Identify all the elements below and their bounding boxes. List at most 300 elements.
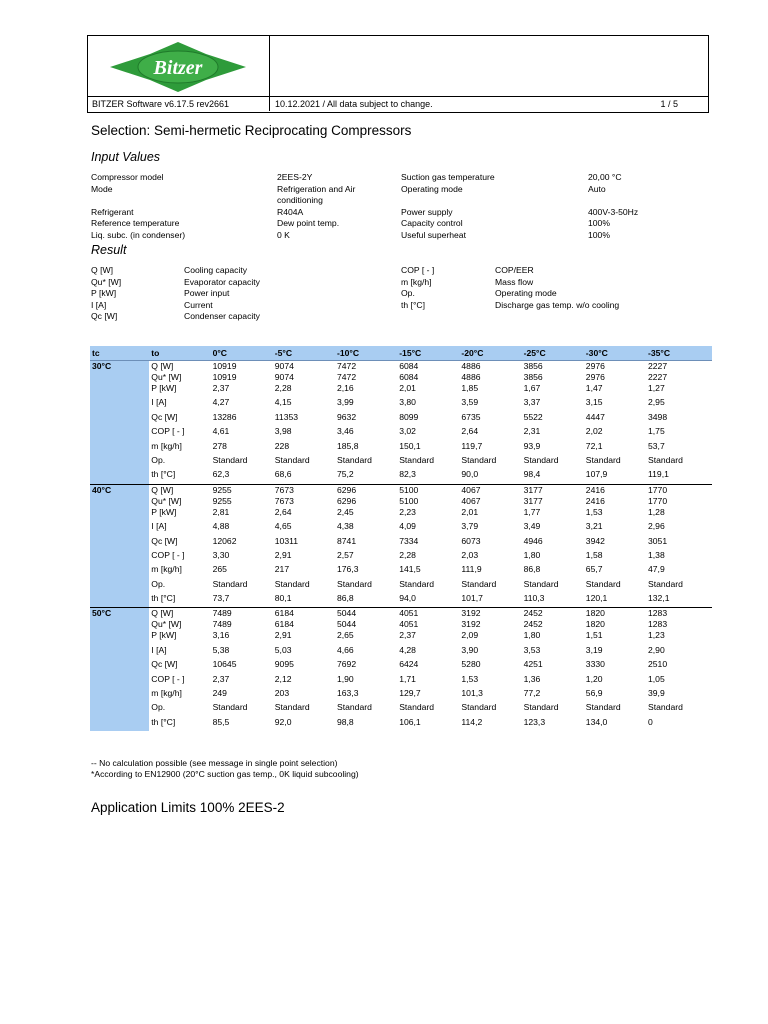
- input-field-value: 100%: [588, 218, 610, 228]
- table-row: [90, 397, 712, 411]
- table-cell: 85,5: [212, 716, 230, 727]
- table-row: [90, 507, 712, 521]
- table-cell: 228: [274, 440, 290, 451]
- table-cell: 1,28: [648, 506, 665, 517]
- table-cell: 106,1: [399, 716, 421, 727]
- table-cell: 3,19: [585, 644, 603, 655]
- header-divider-vertical: [269, 36, 270, 111]
- table-cell: 2416: [585, 495, 605, 506]
- table-cell: Standard: [461, 454, 497, 465]
- input-field-label: Reference temperature: [91, 218, 180, 228]
- table-cell: 3942: [585, 535, 605, 546]
- table-cell: 47,9: [648, 564, 665, 575]
- table-row: [90, 579, 712, 593]
- input-field-value: 20,00 °C: [588, 172, 622, 182]
- table-cell: 3,16: [212, 630, 230, 641]
- table-cell: 53,7: [648, 440, 665, 451]
- table-cell: 4946: [523, 535, 543, 546]
- date-note: 10.12.2021 / All data subject to change.: [275, 99, 433, 109]
- table-cell: 2,31: [523, 426, 541, 437]
- table-cell: 5,03: [274, 644, 292, 655]
- row-label: th [°C]: [151, 716, 176, 727]
- table-cell: 4,15: [274, 397, 292, 408]
- table-cell: 3,90: [461, 644, 479, 655]
- table-cell: 2,90: [648, 644, 665, 655]
- row-label: Op.: [151, 454, 166, 465]
- table-cell: 2,37: [212, 673, 230, 684]
- table-cell: 2,96: [648, 521, 665, 532]
- table-cell: 1,05: [648, 673, 665, 684]
- table-cell: 93,9: [523, 440, 541, 451]
- table-cell: 1770: [648, 495, 668, 506]
- column-header: -10°C: [335, 346, 397, 361]
- table-row: [90, 702, 712, 716]
- table-cell: 3,37: [523, 397, 541, 408]
- row-label: Qc [W]: [151, 659, 178, 670]
- table-cell: 1,77: [523, 506, 541, 517]
- table-row: [90, 630, 712, 644]
- table-row: [90, 608, 712, 620]
- condensing-temp-cell: [90, 630, 149, 644]
- table-cell: 1820: [585, 619, 605, 630]
- table-cell: 2976: [584, 361, 646, 373]
- table-cell: 3,46: [336, 426, 354, 437]
- table-cell: 1,80: [523, 630, 541, 641]
- table-cell: 1,85: [461, 383, 479, 393]
- row-label: m [kg/h]: [151, 564, 182, 575]
- table-cell: 1283: [646, 608, 712, 620]
- condensing-temp-cell: [90, 659, 149, 673]
- table-cell: 62,3: [212, 469, 230, 480]
- row-label: Qu* [W]: [151, 372, 182, 382]
- table-cell: 107,9: [585, 469, 608, 480]
- row-label: Qu* [W]: [151, 495, 182, 506]
- table-cell: 4447: [585, 411, 605, 422]
- input-field-label: Suction gas temperature: [401, 172, 495, 182]
- legend-item-value: COP/EER: [495, 265, 534, 275]
- table-cell: Standard: [336, 702, 372, 713]
- table-cell: 6184: [274, 619, 294, 630]
- row-label: Qc [W]: [151, 535, 178, 546]
- table-cell: 6073: [461, 535, 481, 546]
- table-cell: 3,49: [523, 521, 541, 532]
- table-cell: 13286: [212, 411, 237, 422]
- condensing-temp-cell: [90, 645, 149, 659]
- table-row: [90, 412, 712, 426]
- table-cell: 4886: [461, 372, 481, 382]
- condensing-temp-cell: 40°C: [90, 484, 149, 496]
- table-cell: 4,61: [212, 426, 230, 437]
- table-cell: 119,7: [461, 440, 483, 451]
- table-cell: 129,7: [399, 688, 421, 699]
- table-row: [90, 469, 712, 484]
- table-cell: 56,9: [585, 688, 603, 699]
- table-cell: 2452: [522, 608, 584, 620]
- table-row: [90, 550, 712, 564]
- input-field-label: Operating mode: [401, 183, 463, 194]
- table-cell: 2,01: [399, 383, 416, 393]
- table-cell: 6424: [399, 659, 419, 670]
- legend-item-label: m [kg/h]: [401, 276, 432, 287]
- table-cell: 3856: [523, 372, 543, 382]
- table-cell: 2,02: [585, 426, 603, 437]
- condensing-temp-cell: [90, 372, 149, 383]
- table-cell: Standard: [585, 702, 621, 713]
- table-cell: 1,90: [336, 673, 354, 684]
- table-cell: 3,02: [399, 426, 416, 437]
- condensing-temp-cell: [90, 619, 149, 630]
- software-version: BITZER Software v6.17.5 rev2661: [92, 99, 230, 109]
- table-cell: 4251: [523, 659, 543, 670]
- table-cell: 9632: [336, 411, 357, 422]
- column-header: -30°C: [584, 346, 646, 361]
- table-cell: 4,09: [399, 521, 416, 532]
- table-cell: 1,58: [585, 549, 603, 560]
- table-cell: 86,8: [336, 593, 354, 604]
- table-cell: Standard: [212, 578, 248, 589]
- legend-item-value: Cooling capacity: [184, 265, 248, 275]
- table-cell: 39,9: [648, 688, 665, 699]
- table-cell: 73,7: [212, 593, 230, 604]
- table-cell: 2,81: [212, 506, 230, 517]
- table-cell: 7472: [336, 372, 357, 382]
- table-cell: 110,3: [523, 593, 545, 604]
- table-row: [90, 441, 712, 455]
- row-label: COP [ - ]: [151, 426, 185, 437]
- table-cell: 7489: [212, 619, 232, 630]
- legend-item-label: COP [ - ]: [401, 265, 435, 275]
- legend-item-label: I [A]: [91, 299, 107, 310]
- table-cell: 4067: [459, 484, 521, 496]
- table-cell: 1,38: [648, 549, 665, 560]
- table-cell: 5280: [461, 659, 481, 670]
- table-row: [90, 593, 712, 608]
- table-cell: 98,4: [523, 469, 541, 480]
- table-cell: 94,0: [399, 593, 416, 604]
- table-cell: 3,15: [585, 397, 603, 408]
- legend-item-value: Discharge gas temp. w/o cooling: [495, 299, 620, 310]
- condensing-temp-cell: [90, 550, 149, 564]
- table-cell: 2227: [646, 361, 712, 373]
- table-cell: 10919: [211, 361, 273, 373]
- page-title: Selection: Semi-hermetic Reciprocating Compressors: [91, 123, 412, 138]
- table-cell: 3,80: [399, 397, 416, 408]
- row-label: Q [W]: [149, 484, 210, 496]
- table-cell: 75,2: [336, 469, 354, 480]
- note-en12900: *According to EN12900 (20°C suction gas temp., 0K liquid subcooling): [91, 769, 359, 779]
- table-cell: 9095: [274, 659, 294, 670]
- table-cell: 3,99: [336, 397, 354, 408]
- table-cell: 82,3: [399, 469, 416, 480]
- legend-item-value: Operating mode: [495, 288, 557, 298]
- table-cell: 9074: [273, 361, 335, 373]
- table-cell: 1,53: [461, 673, 479, 684]
- table-row: [90, 536, 712, 550]
- table-cell: 4886: [459, 361, 521, 373]
- table-cell: 90,0: [461, 469, 479, 480]
- row-label: Op.: [151, 578, 166, 589]
- column-header: tc: [90, 346, 149, 361]
- table-cell: 1,53: [585, 506, 603, 517]
- table-cell: 3,21: [585, 521, 603, 532]
- table-cell: 4,65: [274, 521, 292, 532]
- table-cell: 3177: [522, 484, 584, 496]
- table-cell: 2,91: [274, 549, 292, 560]
- input-field-label: Liq. subc. (in condenser): [91, 229, 186, 240]
- table-cell: 4051: [397, 608, 459, 620]
- table-cell: Standard: [461, 702, 497, 713]
- table-cell: 2,23: [399, 506, 416, 517]
- table-row: [90, 383, 712, 397]
- table-cell: 7334: [399, 535, 419, 546]
- table-cell: Standard: [523, 578, 559, 589]
- table-cell: 2,57: [336, 549, 354, 560]
- table-cell: Standard: [461, 578, 497, 589]
- table-cell: 9255: [212, 495, 232, 506]
- table-row: [90, 674, 712, 688]
- table-cell: 0: [648, 716, 653, 727]
- legend-item-value: Condenser capacity: [184, 311, 260, 321]
- table-cell: 7472: [335, 361, 397, 373]
- table-cell: 1,47: [585, 383, 603, 393]
- condensing-temp-cell: [90, 579, 149, 593]
- legend-item-value: Mass flow: [495, 276, 534, 287]
- table-cell: 2976: [585, 372, 605, 382]
- condensing-temp-cell: [90, 702, 149, 716]
- table-row: [90, 659, 712, 673]
- condensing-temp-cell: [90, 441, 149, 455]
- column-header: 0°C: [211, 346, 273, 361]
- table-cell: 6296: [335, 484, 397, 496]
- table-cell: 3856: [522, 361, 584, 373]
- table-cell: 249: [212, 688, 227, 699]
- table-cell: 1,71: [399, 673, 416, 684]
- row-label: th [°C]: [151, 469, 176, 480]
- svg-text:Bitzer: Bitzer: [153, 57, 203, 79]
- table-cell: 10311: [274, 535, 299, 546]
- table-cell: 3,79: [461, 521, 479, 532]
- table-cell: 7489: [211, 608, 273, 620]
- table-cell: 72,1: [585, 440, 603, 451]
- table-cell: 3177: [523, 495, 543, 506]
- table-row: [90, 496, 712, 507]
- table-cell: 5522: [523, 411, 543, 422]
- table-cell: Standard: [585, 454, 621, 465]
- condensing-temp-cell: 30°C: [90, 361, 149, 373]
- input-field-value: Refrigeration and Air: [277, 183, 356, 194]
- table-cell: 1,75: [648, 426, 665, 437]
- row-label: I [A]: [151, 521, 167, 532]
- table-header-row: [90, 346, 712, 361]
- table-cell: 1770: [646, 484, 712, 496]
- table-cell: 2,28: [274, 383, 292, 393]
- table-cell: 4,27: [212, 397, 230, 408]
- table-cell: 3498: [648, 411, 668, 422]
- table-cell: 3192: [459, 608, 521, 620]
- table-cell: 86,8: [523, 564, 541, 575]
- table-cell: 1283: [648, 619, 668, 630]
- column-header: -20°C: [459, 346, 521, 361]
- input-field-value: 400V-3-50Hz: [588, 206, 639, 217]
- row-label: th [°C]: [151, 593, 176, 604]
- table-cell: Standard: [336, 454, 372, 465]
- table-row: [90, 484, 712, 496]
- legend-item-label: Qc [W]: [91, 311, 118, 321]
- table-row: [90, 564, 712, 578]
- table-cell: 1,23: [648, 630, 665, 641]
- condensing-temp-cell: [90, 383, 149, 397]
- table-cell: 11353: [274, 411, 299, 422]
- table-cell: 1,67: [523, 383, 541, 393]
- note-no-calculation: -- No calculation possible (see message in single point selection): [91, 758, 338, 768]
- input-field-value: Auto: [588, 183, 606, 194]
- table-cell: 65,7: [585, 564, 603, 575]
- table-cell: Standard: [399, 702, 435, 713]
- table-cell: 6184: [273, 608, 335, 620]
- row-label: I [A]: [151, 397, 167, 408]
- condensing-temp-cell: [90, 455, 149, 469]
- table-cell: Standard: [399, 578, 435, 589]
- column-header: -25°C: [522, 346, 584, 361]
- table-cell: 101,7: [461, 593, 483, 604]
- table-cell: 68,6: [274, 469, 292, 480]
- table-cell: Standard: [274, 454, 310, 465]
- row-label: Qu* [W]: [151, 619, 182, 630]
- table-cell: 176,3: [336, 564, 359, 575]
- table-cell: 111,9: [461, 564, 482, 575]
- table-cell: 7692: [336, 659, 357, 670]
- table-cell: 119,1: [648, 469, 669, 480]
- table-cell: 123,3: [523, 716, 546, 727]
- table-cell: 4,88: [212, 521, 230, 532]
- table-cell: 265: [212, 564, 227, 575]
- table-cell: 3192: [461, 619, 481, 630]
- table-cell: 10645: [212, 659, 237, 670]
- input-field-label: Compressor model: [91, 172, 164, 182]
- row-label: I [A]: [151, 644, 167, 655]
- table-cell: 2,64: [461, 426, 479, 437]
- results-table: [90, 346, 712, 731]
- table-cell: 3330: [585, 659, 605, 670]
- legend-item-label: Op.: [401, 288, 415, 298]
- table-row: [90, 361, 712, 373]
- table-cell: 2,01: [461, 506, 479, 517]
- table-cell: 1,27: [648, 383, 665, 393]
- table-cell: 2,91: [274, 630, 292, 641]
- table-cell: 278: [212, 440, 227, 451]
- table-cell: 2510: [648, 659, 668, 670]
- table-cell: 6084: [399, 372, 419, 382]
- table-cell: Standard: [523, 702, 559, 713]
- table-cell: 2,28: [399, 549, 416, 560]
- table-cell: 2227: [648, 372, 668, 382]
- table-cell: 10919: [212, 372, 237, 382]
- legend-item-label: Q [W]: [91, 265, 113, 275]
- table-cell: 1,80: [523, 549, 541, 560]
- table-cell: 3,59: [461, 397, 479, 408]
- table-cell: 163,3: [336, 688, 359, 699]
- condensing-temp-cell: [90, 521, 149, 535]
- input-field-label: Mode: [91, 183, 113, 194]
- condensing-temp-cell: [90, 507, 149, 521]
- condensing-temp-cell: [90, 564, 149, 578]
- table-row: [90, 455, 712, 469]
- condensing-temp-cell: [90, 397, 149, 411]
- condensing-temp-cell: [90, 593, 149, 608]
- row-label: m [kg/h]: [151, 688, 182, 699]
- table-cell: 3,30: [212, 549, 230, 560]
- legend-item-label: P [kW]: [91, 288, 117, 298]
- table-cell: Standard: [399, 454, 435, 465]
- table-cell: 1,36: [523, 673, 541, 684]
- table-cell: 2,45: [336, 506, 354, 517]
- table-cell: 8741: [336, 535, 357, 546]
- table-cell: Standard: [274, 578, 310, 589]
- table-cell: Standard: [648, 578, 683, 589]
- table-cell: Standard: [648, 702, 683, 713]
- table-cell: 203: [274, 688, 290, 699]
- table-cell: 4067: [461, 495, 481, 506]
- input-field-label: Refrigerant: [91, 206, 134, 217]
- table-cell: 150,1: [399, 440, 421, 451]
- input-field-label: Capacity control: [401, 218, 463, 228]
- table-cell: 80,1: [274, 593, 292, 604]
- table-row: [90, 619, 712, 630]
- table-cell: 4,28: [399, 644, 416, 655]
- table-cell: 101,3: [461, 688, 483, 699]
- table-row: [90, 426, 712, 440]
- table-cell: Standard: [274, 702, 310, 713]
- bitzer-logo: [108, 40, 248, 94]
- table-row: [90, 688, 712, 702]
- input-field-value: 2EES-2Y: [277, 172, 313, 182]
- table-cell: 141,5: [399, 564, 421, 575]
- table-row: [90, 717, 712, 731]
- legend-item-value: Evaporator capacity: [184, 276, 260, 287]
- table-cell: 6296: [336, 495, 357, 506]
- table-cell: 3,98: [274, 426, 292, 437]
- table-cell: 7673: [273, 484, 335, 496]
- input-values-heading: Input Values: [91, 150, 161, 164]
- table-cell: 132,1: [648, 593, 670, 604]
- table-cell: 2452: [523, 619, 543, 630]
- table-cell: 3051: [648, 535, 668, 546]
- table-cell: 2,09: [461, 630, 479, 641]
- table-cell: 9074: [274, 372, 294, 382]
- condensing-temp-cell: [90, 426, 149, 440]
- row-label: COP [ - ]: [151, 549, 185, 560]
- row-label: P [kW]: [151, 630, 177, 641]
- condensing-temp-cell: [90, 688, 149, 702]
- table-cell: 1,20: [585, 673, 603, 684]
- table-cell: 4,38: [336, 521, 354, 532]
- table-cell: Standard: [212, 702, 248, 713]
- table-row: [90, 372, 712, 383]
- application-limits-title: Application Limits 100% 2EES-2: [91, 800, 285, 815]
- table-cell: 2,37: [212, 383, 230, 393]
- page-number: 1 / 5: [660, 99, 678, 109]
- table-cell: Standard: [212, 454, 248, 465]
- table-cell: 8099: [399, 411, 419, 422]
- input-field-value: Dew point temp.: [277, 218, 340, 228]
- input-field-value: conditioning: [277, 195, 323, 205]
- table-cell: Standard: [336, 578, 372, 589]
- table-cell: 5044: [336, 619, 357, 630]
- table-cell: 2,37: [399, 630, 416, 641]
- row-label: Qc [W]: [151, 411, 178, 422]
- table-cell: 92,0: [274, 716, 292, 727]
- table-cell: 1820: [584, 608, 646, 620]
